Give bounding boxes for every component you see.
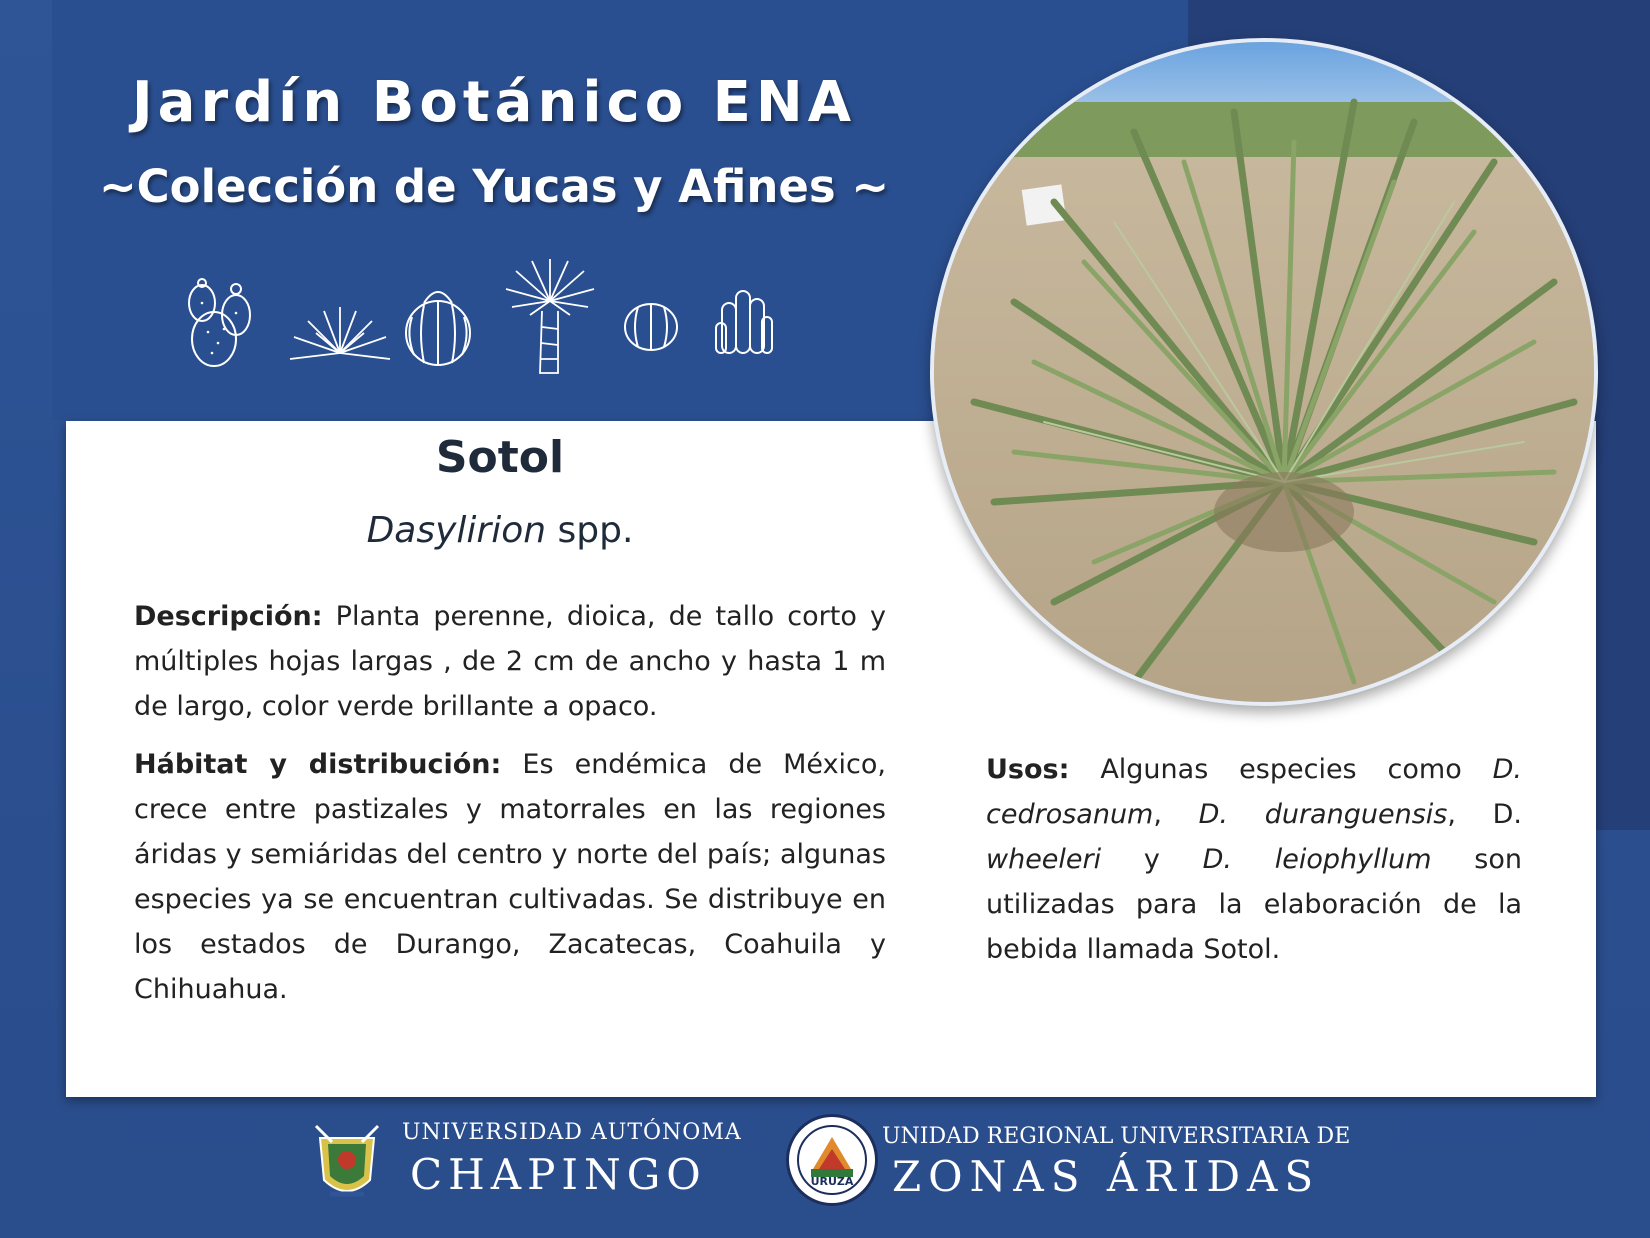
description-label: Descripción: (134, 601, 323, 632)
uruza-line2: ZONAS ÁRIDAS (892, 1152, 1321, 1201)
description-text: Planta perenne, dioica, de tallo corto y múltiples hojas largas , de 2 cm de ancho y hasta 1 m de largo, color verde brillante a opaco. (134, 601, 886, 722)
uses-text: y (1101, 844, 1203, 875)
species-wheeleri: wheeleri (986, 844, 1102, 875)
columnar-cactus-icon (714, 287, 774, 355)
opuntia-cactus-icon (184, 277, 256, 369)
species-duranguensis: D. duranguensis (1198, 799, 1448, 830)
uruza-emblem-icon (789, 1117, 875, 1203)
species-cedrosanum: D. cedrosanum (986, 754, 1522, 830)
common-name: Sotol (435, 432, 565, 483)
uruza-seal (786, 1114, 878, 1206)
agave-icon (284, 303, 396, 363)
chapingo-logo (310, 1118, 384, 1204)
habitat-paragraph (134, 742, 886, 1012)
round-cactus-icon (622, 301, 680, 353)
chapingo-line1: UNIVERSIDAD AUTÓNOMA (402, 1120, 742, 1145)
yucca-tree-icon (502, 255, 598, 375)
uses-text: Algunas especies como (1069, 754, 1493, 785)
species-suffix: spp. (546, 510, 634, 551)
garden-title: Jardín Botánico ENA (131, 70, 857, 135)
uses-paragraph (986, 747, 1522, 972)
uses-label: Usos: (986, 754, 1070, 785)
uruza-line1: UNIDAD REGIONAL UNIVERSITARIA DE (882, 1124, 1351, 1149)
species-leiophyllum: D. leiophyllum (1202, 844, 1432, 875)
plant-icons-row (180, 255, 820, 375)
uses-text: , D. (1447, 799, 1522, 830)
habitat-text: Es endémica de México, crece entre pastizales y matorrales en las regiones áridas y semiáridas del centro y norte del país; algunas especies ya se encuentran cultivadas. Se distribuye en los estados de Durango, Zacatecas, Coahuila y Chihuahua. (134, 749, 886, 1005)
plant-photo (930, 38, 1598, 706)
uruza-seal-label: URUZA (810, 1175, 854, 1188)
description-paragraph (134, 594, 886, 729)
collection-subtitle: ~Colección de Yucas y Afines ~ (98, 160, 890, 213)
scientific-name (66, 510, 934, 551)
habitat-label: Hábitat y distribución: (134, 749, 502, 780)
uses-text: , (1153, 799, 1199, 830)
chapingo-line2: CHAPINGO (410, 1150, 707, 1199)
uses-text: son utilizadas para la elaboración de la bebida llamada Sotol. (986, 844, 1522, 965)
sotol-plant-image (934, 42, 1594, 702)
genus-name: Dasylirion (366, 510, 547, 551)
barrel-cactus-icon (402, 277, 474, 369)
